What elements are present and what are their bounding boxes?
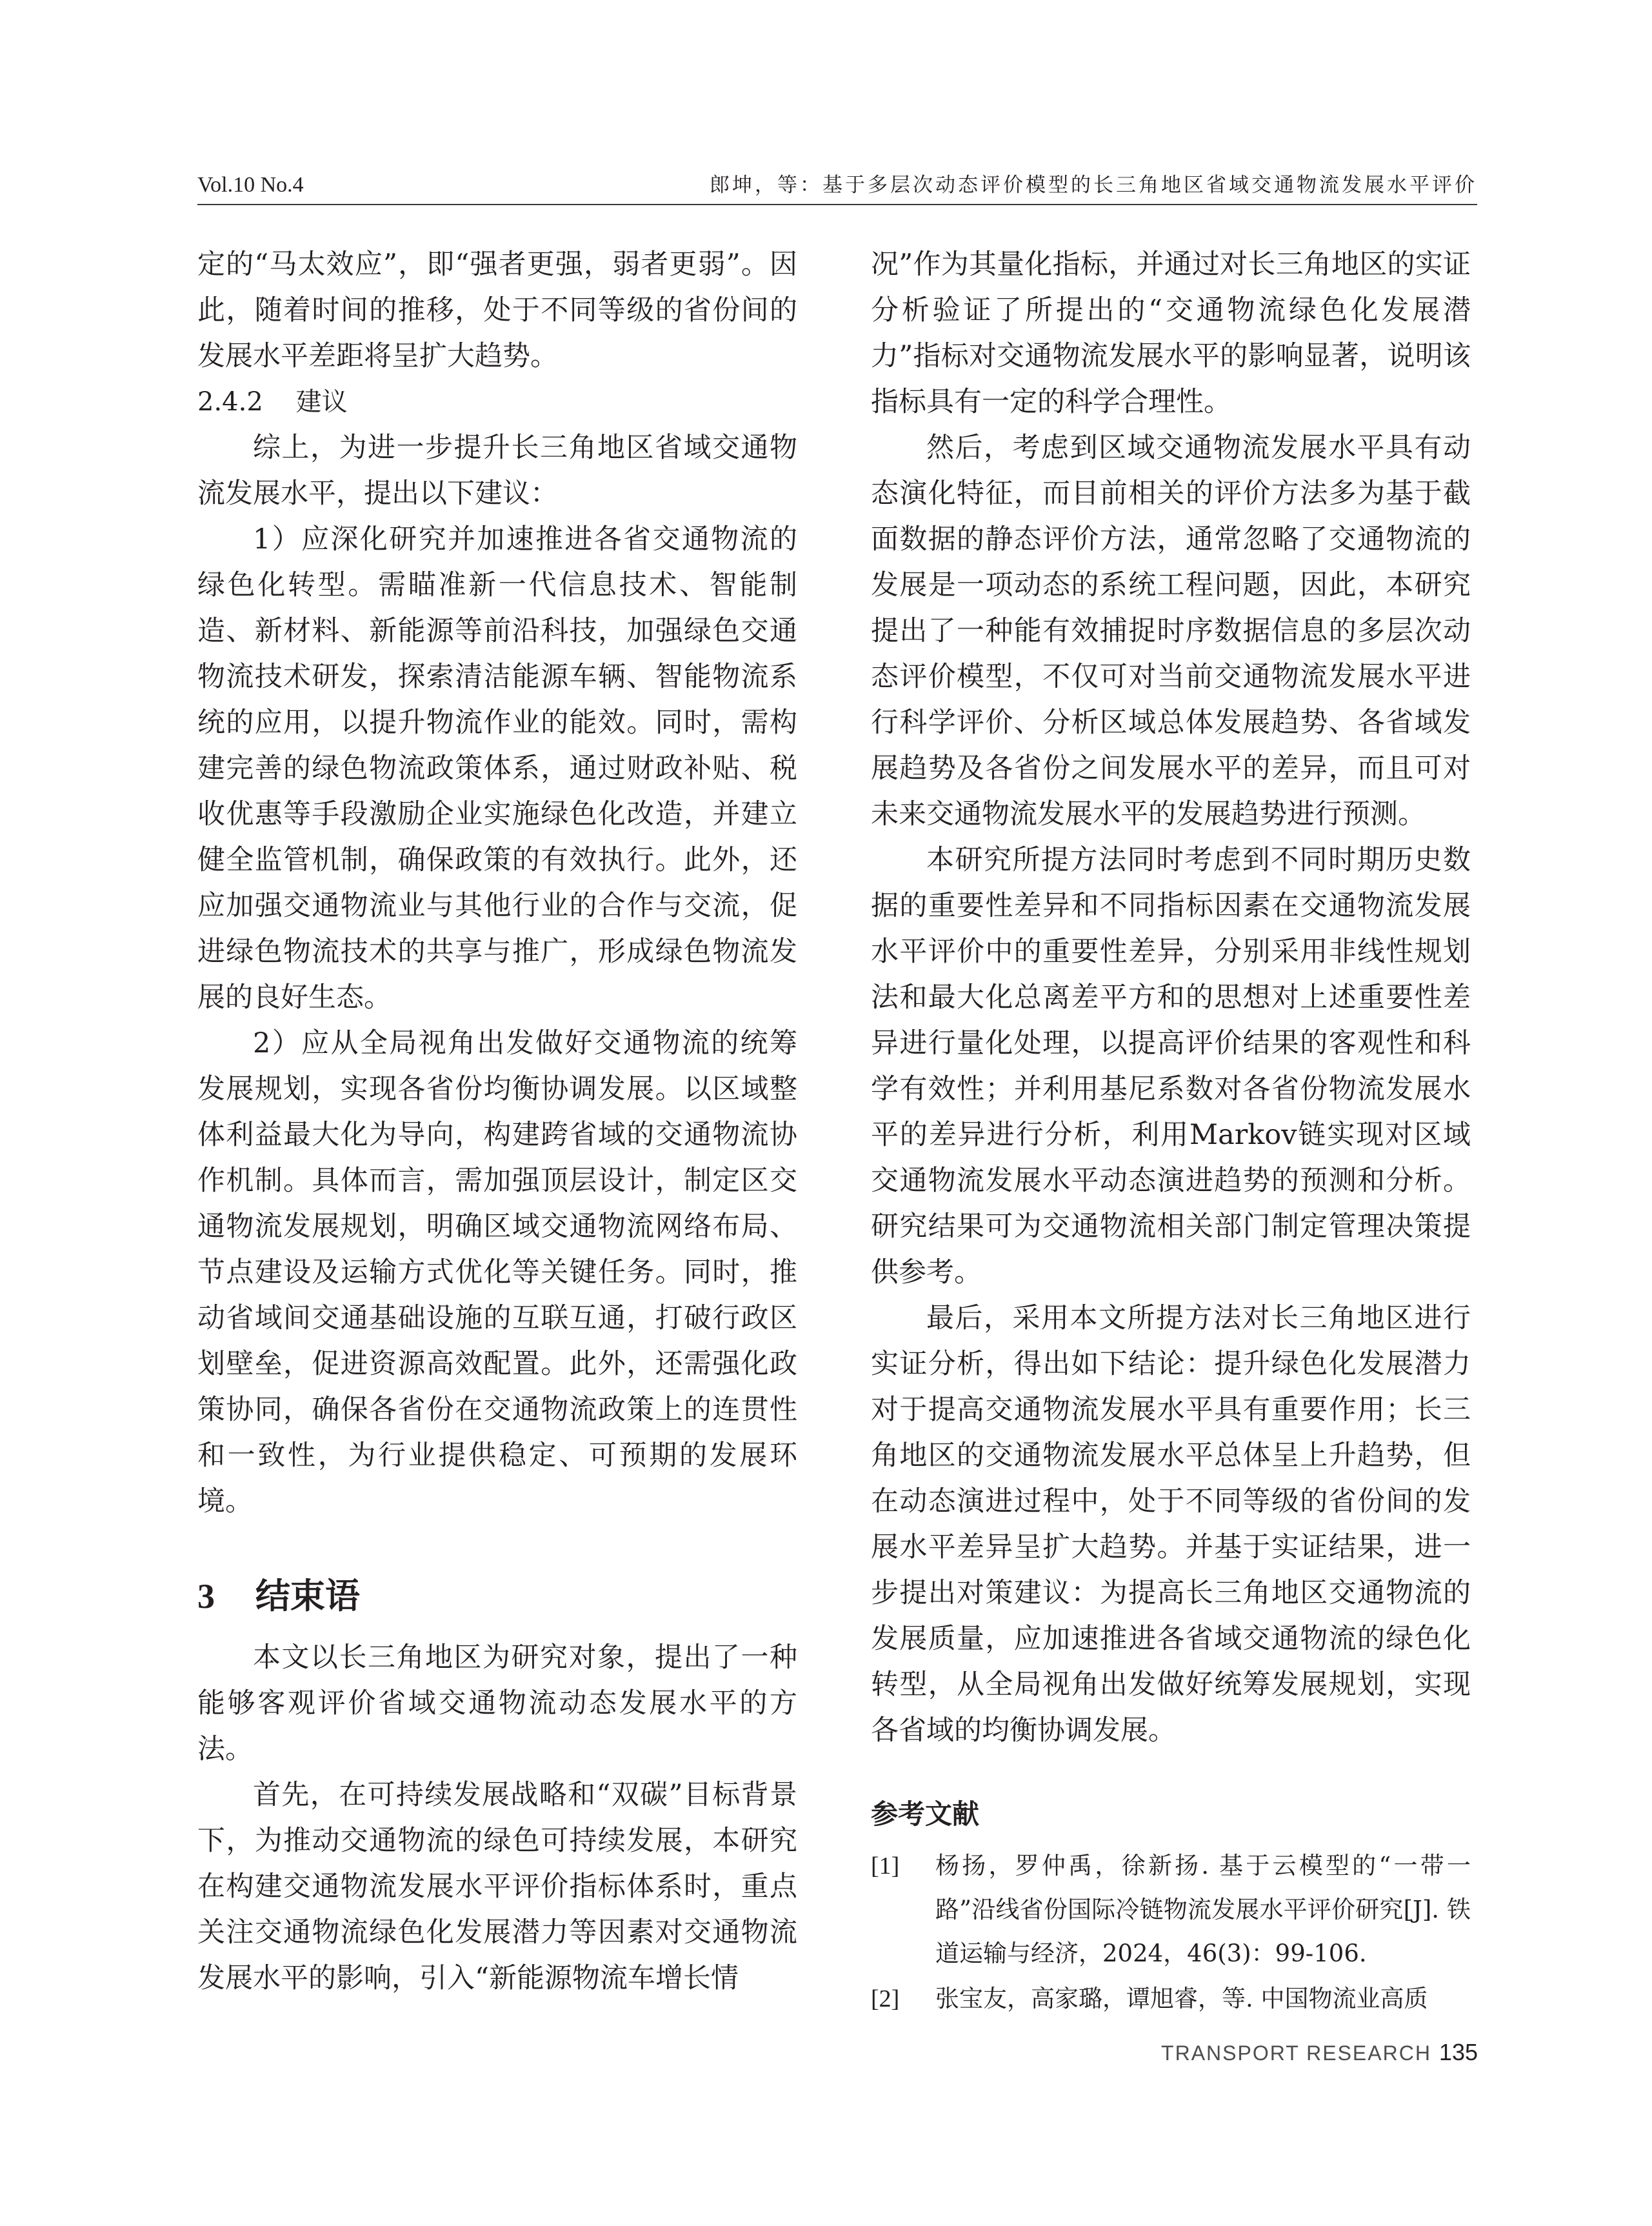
references-heading: 参考文献	[871, 1798, 980, 1830]
paragraph-suggestion-2: 2）应从全局视角出发做好交通物流的统筹发展规划，实现各省份均衡协调发展。以区域整体利益最大化为导向，构建跨省域的交通物流协作机制。具体而言，需加强顶层设计，制定区交通物流发展规划，明确区域交通物流网络布局、节点建设及运输方式优化等关键任务。同时，推动省域间交通基础设施的互联互通，打破行政区划壁垒，促进资源高效配置。此外，还需强化政策协同，确保各省份在交通物流政策上的连贯性和一致性，为行业提供稳定、可预期的发展环境。	[197, 1027, 797, 1518]
paragraph-right-2: 然后，考虑到区域交通物流发展水平具有动态演化特征，而目前相关的评价方法多为基于截面数据的静态评价方法，通常忽略了交通物流的发展是一项动态的系统工程问题，因此，本研究提出了一种能有效捕捉时序数据信息的多层次动态评价模型，不仅可对当前交通物流发展水平进行科学评价、分析区域总体发展趋势、各省域发展趋势及各省份之间发展水平的差异，而且可对未来交通物流发展水平的发展趋势进行预测。	[871, 432, 1471, 830]
paragraph-conclusion-1: 本文以长三角地区为研究对象，提出了一种能够客观评价省域交通物流动态发展水平的方法。	[197, 1641, 797, 1765]
paragraph-right-3: 本研究所提方法同时考虑到不同时期历史数据的重要性差异和不同指标因素在交通物流发展水平评价中的重要性差异，分别采用非线性规划法和最大化总离差平方和的思想对上述重要性差异进行量化处理，以提高评价结果的客观性和科学有效性；并利用基尼系数对各省份物流发展水平的差异进行分析，利用Markov链实现对区域交通物流发展水平动态演进趋势的预测和分析。研究结果可为交通物流相关部门制定管理决策提供参考。	[871, 844, 1471, 1288]
subsection-title: 建议	[295, 387, 348, 417]
left-column	[197, 242, 797, 2001]
journal-name: TRANSPORT RESEARCH	[1161, 2041, 1431, 2065]
subsection-heading	[197, 379, 797, 425]
paragraph-suggestion-1: 1）应深化研究并加速推进各省交通物流的绿色化转型。需瞄准新一代信息技术、智能制造、新材料、新能源等前沿科技，加强绿色交通物流技术研发，探索清洁能源车辆、智能物流系统的应用，以提升物流作业的能效。同时，需构建完善的绿色物流政策体系，通过财政补贴、税收优惠等手段激励企业实施绿色化改造，并建立健全监管机制，确保政策的有效执行。此外，还应加强交通物流业与其他行业的合作与交流，促进绿色物流技术的共享与推广，形成绿色物流发展的良好生态。	[197, 523, 797, 1014]
running-head	[197, 169, 1477, 201]
header-rule	[197, 204, 1477, 205]
paragraph-continued: 定的“马太效应”，即“强者更强，弱者更弱”。因此，随着时间的推移，处于不同等级的省份间的发展水平差距将呈扩大趋势。	[197, 248, 797, 372]
right-column	[871, 242, 1471, 2022]
paragraph-intro: 综上，为进一步提升长三角地区省域交通物流发展水平，提出以下建议：	[197, 432, 797, 510]
volume-issue: Vol.10 No.4	[197, 173, 304, 197]
reference-text: 杨扬，罗仲禹，徐新扬. 基于云模型的“一带一路”沿线省份国际冷链物流发展水平评价研究[J]. 铁道运输与经济，2024，46(3)：99-106.	[935, 1852, 1471, 1967]
reference-number: [1]	[871, 1852, 900, 1880]
reference-number: [2]	[871, 1985, 900, 2012]
subsection-number: 2.4.2	[197, 387, 263, 417]
paragraph-right-1: 况”作为其量化指标，并通过对长三角地区的实证分析验证了所提出的“交通物流绿色化发展潜力”指标对交通物流发展水平的影响显著，说明该指标具有一定的科学合理性。	[871, 248, 1471, 418]
section-title: 结束语	[255, 1575, 360, 1616]
running-title: 郎坤，等：基于多层次动态评价模型的长三角地区省域交通物流发展水平评价	[710, 174, 1477, 197]
reference-item	[871, 1844, 1471, 1976]
page-footer	[1161, 2039, 1478, 2078]
section-number: 3	[197, 1577, 215, 1616]
paragraph-conclusion-2: 首先，在可持续发展战略和“双碳”目标背景下，为推动交通物流的绿色可持续发展，本研究在构建交通物流发展水平评价指标体系时，重点关注交通物流绿色化发展潜力等因素对交通物流发展水平的影响，引入“新能源物流车增长情	[197, 1779, 797, 1994]
section-heading	[197, 1570, 797, 1622]
reference-item	[871, 1977, 1471, 2021]
paragraph-right-4: 最后，采用本文所提方法对长三角地区进行实证分析，得出如下结论：提升绿色化发展潜力对于提高交通物流发展水平具有重要作用；长三角地区的交通物流发展水平总体呈上升趋势，但在动态演进过程中，处于不同等级的省份间的发展水平差异呈扩大趋势。并基于实证结果，进一步提出对策建议：为提高长三角地区交通物流的发展质量，应加速推进各省域交通物流的绿色化转型，从全局视角出发做好统筹发展规划，实现各省域的均衡协调发展。	[871, 1302, 1471, 1747]
page-number: 135	[1438, 2039, 1478, 2065]
reference-text: 张宝友，高家璐，谭旭睿，等. 中国物流业高质	[935, 1985, 1428, 2012]
